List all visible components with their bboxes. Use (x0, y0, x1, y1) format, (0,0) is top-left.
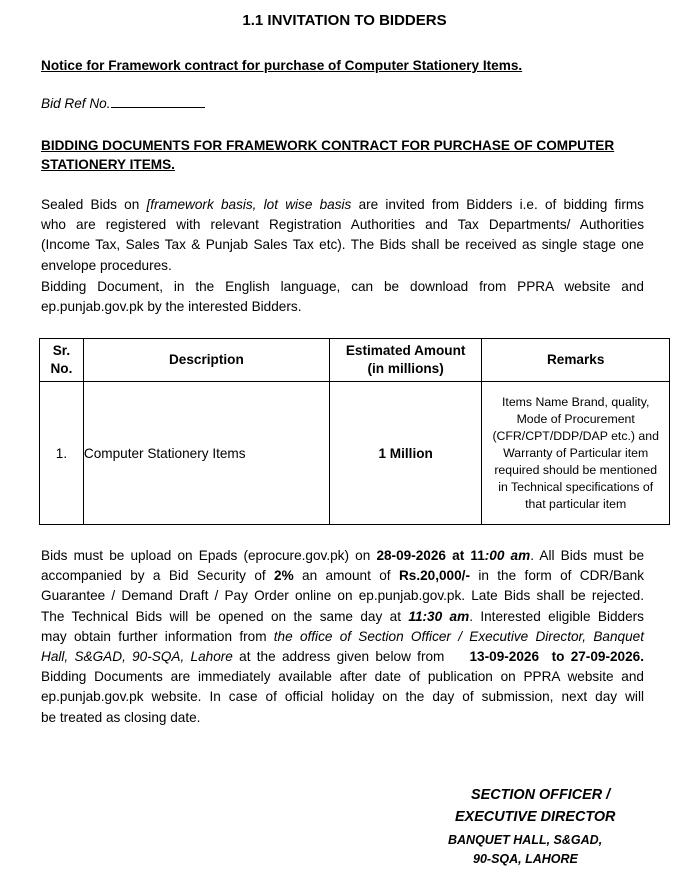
cell-amount: 1 Million (329, 382, 482, 525)
text-run: in the form of CDR/Bank (469, 568, 644, 584)
text-line: who are registered with relevant Registration Authorities and Tax Departments/ Authorities (41, 217, 644, 233)
text-line (41, 546, 644, 566)
table-header-row (40, 339, 670, 382)
text-run-bold: 28-09-2026 at 11 (376, 548, 485, 563)
text-run: accompanied by a Bid Security of (41, 568, 275, 584)
text-run-italic: [framework basis, lot wise basis (146, 197, 352, 212)
header-text: Sr. (52, 343, 71, 358)
header-remarks: Remarks (482, 339, 670, 382)
bids-table (39, 338, 670, 525)
text-line: be treated as closing date. (41, 709, 201, 725)
text-run: at the address given below from (232, 649, 470, 665)
text-run: Sealed Bids on (41, 197, 147, 212)
text-line (41, 627, 644, 647)
paragraph-bidding-document (41, 277, 644, 317)
docs-heading-line: BIDDING DOCUMENTS FOR FRAMEWORK CONTRACT FOR PURCHASE OF COMPUTER (41, 138, 615, 153)
text-line (41, 647, 644, 667)
bidding-documents-heading (41, 136, 651, 174)
text-run: Bids must be upload on Epads (eprocure.gov.pk) on (41, 548, 377, 563)
text-line (41, 566, 644, 586)
header-description: Description (83, 339, 329, 382)
text-line: envelope procedures. (41, 257, 172, 273)
remarks-line: that particular item (525, 496, 627, 511)
paragraph-sealed-bids (41, 195, 644, 276)
text-line: Guarantee / Demand Draft / Pay Order online on ep.punjab.gov.pk. Late Bids shall be rejected. (41, 588, 644, 604)
text-run-italic: the office of Section Officer / Executive Director, Banquet (273, 628, 644, 644)
text-run-italic: Hall, S&GAD, 90-SQA, Lahore (41, 649, 233, 665)
bid-ref (41, 95, 205, 111)
text-run-bold: Rs.20,000/- (398, 568, 470, 584)
header-text: No. (50, 361, 73, 376)
bid-ref-blank-line (111, 95, 205, 108)
text-run-bold: 13-09-2026 to 27-09-2026. (469, 649, 645, 665)
notice-heading: Notice for Framework contract for purchase of Computer Stationery Items. (41, 58, 523, 73)
text-line: ep.punjab.gov.pk by the interested Bidders. (41, 299, 302, 315)
signature-address: 90-SQA, LAHORE (473, 852, 578, 866)
text-run: may obtain further information from (41, 628, 274, 644)
text-line: Bidding Documents are immediately available after date of publication on PPRA website and (41, 669, 644, 685)
page-title: 1.1 INVITATION TO BIDDERS (242, 12, 447, 29)
text-run: The Technical Bids will be opened on the same day at (41, 608, 409, 624)
header-text: Estimated Amount (345, 343, 466, 358)
table-row (40, 382, 670, 525)
text-run: an amount of (293, 568, 399, 584)
text-line: (Income Tax, Sales Tax & Punjab Sales Tax etc). The Bids shall be received as single stage one (41, 237, 644, 253)
text-run-bold: 2% (274, 568, 294, 584)
text-run: . All Bids must be (530, 548, 645, 563)
cell-description: Computer Stationery Items (83, 382, 329, 525)
signature-title: SECTION OFFICER / (471, 787, 611, 803)
header-text: (in millions) (367, 361, 444, 376)
header-estimated-amount (329, 339, 482, 382)
remarks-line: required should be mentioned (494, 462, 658, 477)
docs-heading-line: STATIONERY ITEMS. (41, 157, 175, 172)
text-line: ep.punjab.gov.pk website. In case of official holiday on the day of submission, next day will (41, 689, 644, 705)
text-run-bold-italic: :00 am (484, 548, 531, 563)
remarks-line: Warranty of Particular item (503, 445, 649, 460)
signature-title: EXECUTIVE DIRECTOR (455, 809, 616, 825)
remarks-line: Items Name Brand, quality, (501, 394, 650, 409)
text-run-bold-italic: 11:30 am (408, 608, 470, 624)
remarks-line: (CFR/CPT/DDP/DAP etc.) and (492, 428, 659, 443)
remarks-line: Mode of Procurement (516, 411, 635, 426)
paragraph-submission-details (41, 546, 644, 728)
text-run: . Interested eligible Bidders (469, 608, 644, 624)
header-sr-no (40, 339, 84, 382)
text-run: are invited from Bidders i.e. of bidding firms (351, 197, 644, 212)
cell-remarks (482, 382, 670, 525)
bid-ref-label: Bid Ref No. (41, 96, 111, 111)
remarks-line: in Technical specifications of (498, 479, 654, 494)
text-line (41, 195, 644, 215)
signature-address: BANQUET HALL, S&GAD, (448, 833, 603, 847)
text-line (41, 607, 644, 627)
cell-sr-no: 1. (40, 382, 84, 525)
text-line: Bidding Document, in the English language, can be download from PPRA website and (41, 279, 644, 294)
